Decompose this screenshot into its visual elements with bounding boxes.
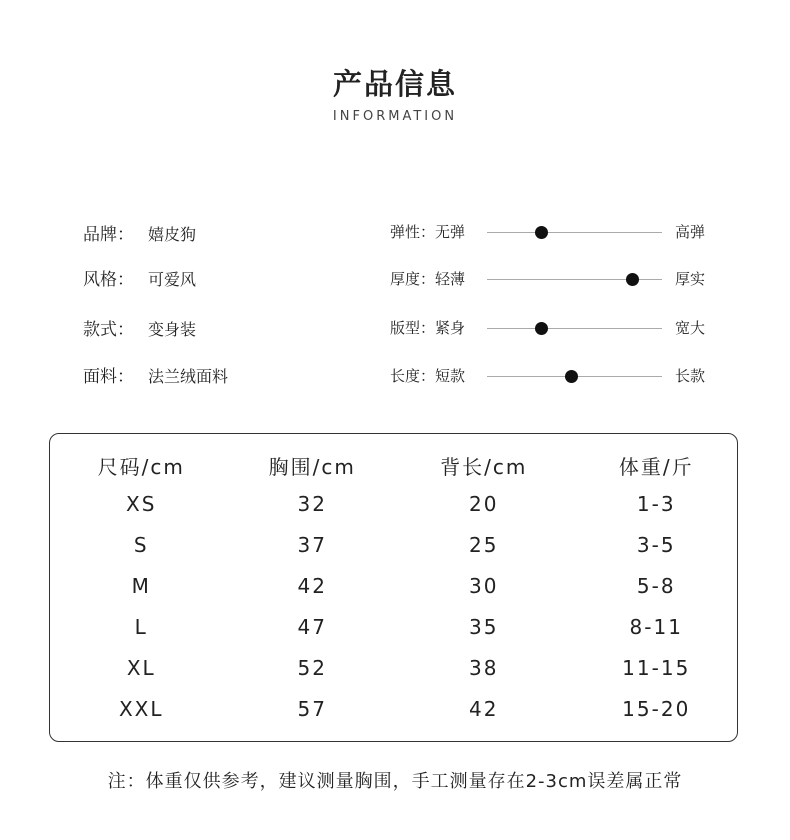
info-item <box>83 265 197 290</box>
info-value: 法兰绒面料 <box>148 367 229 386</box>
table-cell: 38 <box>469 656 499 680</box>
scale-marker <box>626 273 639 286</box>
info-item <box>83 315 197 340</box>
table-cell: 11-15 <box>622 656 691 680</box>
table-cell: 1-3 <box>636 492 676 516</box>
table-cell: 15-20 <box>622 697 691 721</box>
table-cell: XS <box>126 492 157 516</box>
info-label: 品牌： <box>83 225 134 245</box>
table-cell: M <box>131 574 151 598</box>
table-cell: 胸围/cm <box>268 455 356 479</box>
info-value: 变身装 <box>148 320 197 339</box>
table-cell: XL <box>126 656 156 680</box>
attribute-scale <box>390 221 710 245</box>
table-cell: 体重/斤 <box>618 455 694 479</box>
scale-track <box>487 328 662 329</box>
table-cell: 57 <box>297 697 327 721</box>
info-value: 可爱风 <box>148 270 197 289</box>
scale-track <box>487 232 662 233</box>
attribute-max-label: 长款 <box>675 367 706 385</box>
size-note: 注：体重仅供参考，建议测量胸围，手工测量存在2-3cm误差属正常 <box>107 771 683 792</box>
table-row <box>50 656 737 680</box>
info-item <box>83 220 197 245</box>
scale-track <box>487 376 662 377</box>
attribute-label: 厚度：轻薄 <box>390 270 466 288</box>
attribute-max-label: 高弹 <box>675 223 706 241</box>
attribute-max-label: 宽大 <box>675 319 706 337</box>
table-row <box>50 533 737 557</box>
table-cell: 3-5 <box>636 533 676 557</box>
attribute-label: 版型：紧身 <box>390 319 466 337</box>
attribute-max-label: 厚实 <box>675 270 706 288</box>
table-cell: 35 <box>469 615 499 639</box>
table-header <box>50 451 737 480</box>
table-cell: 42 <box>297 574 327 598</box>
scale-track <box>487 279 662 280</box>
table-cell: 5-8 <box>636 574 676 598</box>
page-title: 产品信息 <box>332 67 457 101</box>
table-cell: 20 <box>469 492 499 516</box>
table-cell: 52 <box>297 656 327 680</box>
info-label: 款式： <box>83 320 134 340</box>
table-cell: 25 <box>469 533 499 557</box>
table-cell: 尺码/cm <box>97 455 185 479</box>
table-row <box>50 574 737 598</box>
info-item <box>83 362 229 387</box>
info-label: 面料： <box>83 367 134 387</box>
table-row <box>50 615 737 639</box>
scale-marker <box>535 226 548 239</box>
scale-marker <box>535 322 548 335</box>
table-cell: 47 <box>297 615 327 639</box>
table-cell: S <box>133 533 149 557</box>
attribute-label: 弹性：无弹 <box>390 223 466 241</box>
table-row <box>50 697 737 721</box>
table-row <box>50 492 737 516</box>
attribute-label: 长度：短款 <box>390 367 466 385</box>
size-table <box>49 433 738 742</box>
table-cell: 42 <box>469 697 499 721</box>
table-cell: XXL <box>118 697 164 721</box>
info-value: 嬉皮狗 <box>148 225 197 244</box>
attribute-scale <box>390 317 710 341</box>
table-cell: 背长/cm <box>440 455 528 479</box>
table-cell: 32 <box>297 492 327 516</box>
table-cell: 8-11 <box>629 615 683 639</box>
scale-marker <box>565 370 578 383</box>
info-label: 风格： <box>83 270 134 290</box>
attribute-scale <box>390 268 710 292</box>
table-cell: 37 <box>297 533 327 557</box>
table-cell: L <box>134 615 148 639</box>
page-subtitle: INFORMATION <box>332 109 458 124</box>
attribute-scale <box>390 365 710 389</box>
table-cell: 30 <box>469 574 499 598</box>
